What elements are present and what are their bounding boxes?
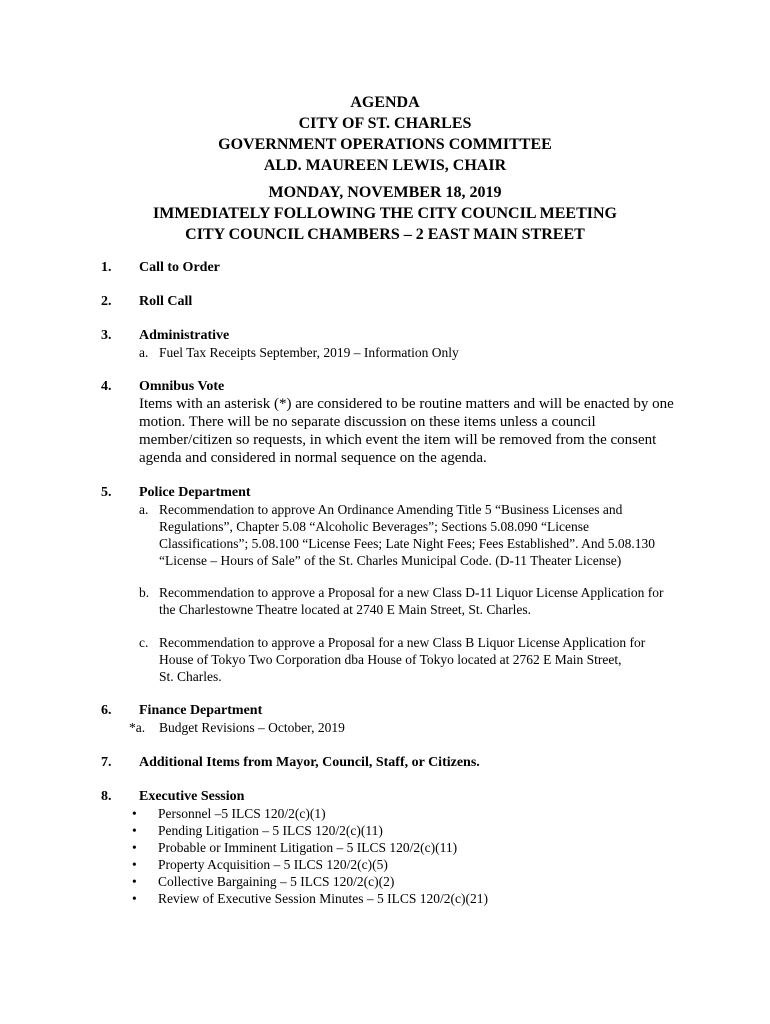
sub-item-marker: a. xyxy=(139,502,149,517)
sub-item-marker: *a. xyxy=(129,720,146,735)
sub-item-text xyxy=(159,634,679,685)
header-line: CITY OF ST. CHARLES xyxy=(298,115,472,132)
sub-item-text: Fuel Tax Receipts September, 2019 – Information Only xyxy=(159,345,459,360)
list-item-text: Probable or Imminent Litigation – 5 ILCS 120/2(c)(11) xyxy=(158,840,458,855)
text-line: Regulations”, Chapter 5.08 “Alcoholic Beverages”; Sections 5.08.090 “License xyxy=(159,519,590,534)
omnibus-description xyxy=(139,395,684,467)
item-number: 7. xyxy=(101,755,112,770)
item-number: 4. xyxy=(101,379,112,394)
item-title: Finance Department xyxy=(139,703,263,718)
list-item-text: Collective Bargaining – 5 ILCS 120/2(c)(2) xyxy=(158,874,395,889)
meeting-details xyxy=(0,182,770,245)
bullet-icon: • xyxy=(132,840,137,855)
text-line: “License – Hours of Sale” of the St. Charles Municipal Code. (D-11 Theater License) xyxy=(159,553,622,568)
item-title: Call to Order xyxy=(139,260,220,275)
item-title: Police Department xyxy=(139,485,251,500)
bullet-icon: • xyxy=(132,874,137,889)
meeting-location: CITY COUNCIL CHAMBERS – 2 EAST MAIN STREET xyxy=(185,226,585,243)
bullet-icon: • xyxy=(132,806,137,821)
bullet-icon: • xyxy=(132,891,137,906)
list-item-text: Personnel –5 ILCS 120/2(c)(1) xyxy=(158,806,326,821)
bullet-icon: • xyxy=(132,823,137,838)
text-line: House of Tokyo Two Corporation dba House of Tokyo located at 2762 E Main Street, xyxy=(159,652,622,667)
agenda-header xyxy=(0,92,770,176)
header-line: AGENDA xyxy=(350,94,420,111)
item-number: 3. xyxy=(101,328,112,343)
sub-item-marker: a. xyxy=(139,345,149,360)
item-title: Roll Call xyxy=(139,294,193,309)
item-number: 6. xyxy=(101,703,112,718)
item-number: 5. xyxy=(101,485,112,500)
sub-item-marker: b. xyxy=(139,585,150,600)
text-line: Recommendation to approve An Ordinance Amending Title 5 “Business Licenses and xyxy=(159,502,623,517)
text-line: the Charlestowne Theatre located at 2740 E Main Street, St. Charles. xyxy=(159,602,532,617)
description-line: member/citizen so requests, in which event the item will be removed from the consent xyxy=(139,432,657,448)
meeting-timing: IMMEDIATELY FOLLOWING THE CITY COUNCIL MEETING xyxy=(153,205,617,222)
text-line: Recommendation to approve a Proposal for a new Class D-11 Liquor License Application for xyxy=(159,585,664,600)
item-title: Administrative xyxy=(139,328,230,343)
item-title: Executive Session xyxy=(139,789,245,804)
item-number: 2. xyxy=(101,294,112,309)
header-line: ALD. MAUREEN LEWIS, CHAIR xyxy=(263,157,507,174)
item-title: Omnibus Vote xyxy=(139,379,225,394)
list-item-text: Pending Litigation – 5 ILCS 120/2(c)(11) xyxy=(158,823,383,838)
sub-item-text: Budget Revisions – October, 2019 xyxy=(159,720,345,735)
item-number: 8. xyxy=(101,789,112,804)
description-line: agenda and considered in normal sequence on the agenda. xyxy=(139,450,487,466)
sub-item-text xyxy=(159,501,679,569)
item-title: Additional Items from Mayor, Council, Staff, or Citizens. xyxy=(139,755,480,770)
description-line: Items with an asterisk (*) are considered to be routine matters and will be enacted by one xyxy=(139,396,674,412)
sub-item-marker: c. xyxy=(139,635,149,650)
list-item-text: Property Acquisition – 5 ILCS 120/2(c)(5) xyxy=(158,857,388,872)
description-line: motion. There will be no separate discussion on these items unless a council xyxy=(139,414,596,430)
item-number: 1. xyxy=(101,260,112,275)
meeting-date: MONDAY, NOVEMBER 18, 2019 xyxy=(268,184,502,201)
list-item-text: Review of Executive Session Minutes – 5 ILCS 120/2(c)(21) xyxy=(158,891,488,906)
header-line: GOVERNMENT OPERATIONS COMMITTEE xyxy=(218,136,552,153)
text-line: St. Charles. xyxy=(159,669,222,684)
text-line: Recommendation to approve a Proposal for a new Class B Liquor License Application for xyxy=(159,635,646,650)
bullet-icon: • xyxy=(132,857,137,872)
sub-item-text xyxy=(159,584,679,618)
text-line: Classifications”; 5.08.100 “License Fees; Late Night Fees; Fees Established”. And 5.08.130 xyxy=(159,536,656,551)
